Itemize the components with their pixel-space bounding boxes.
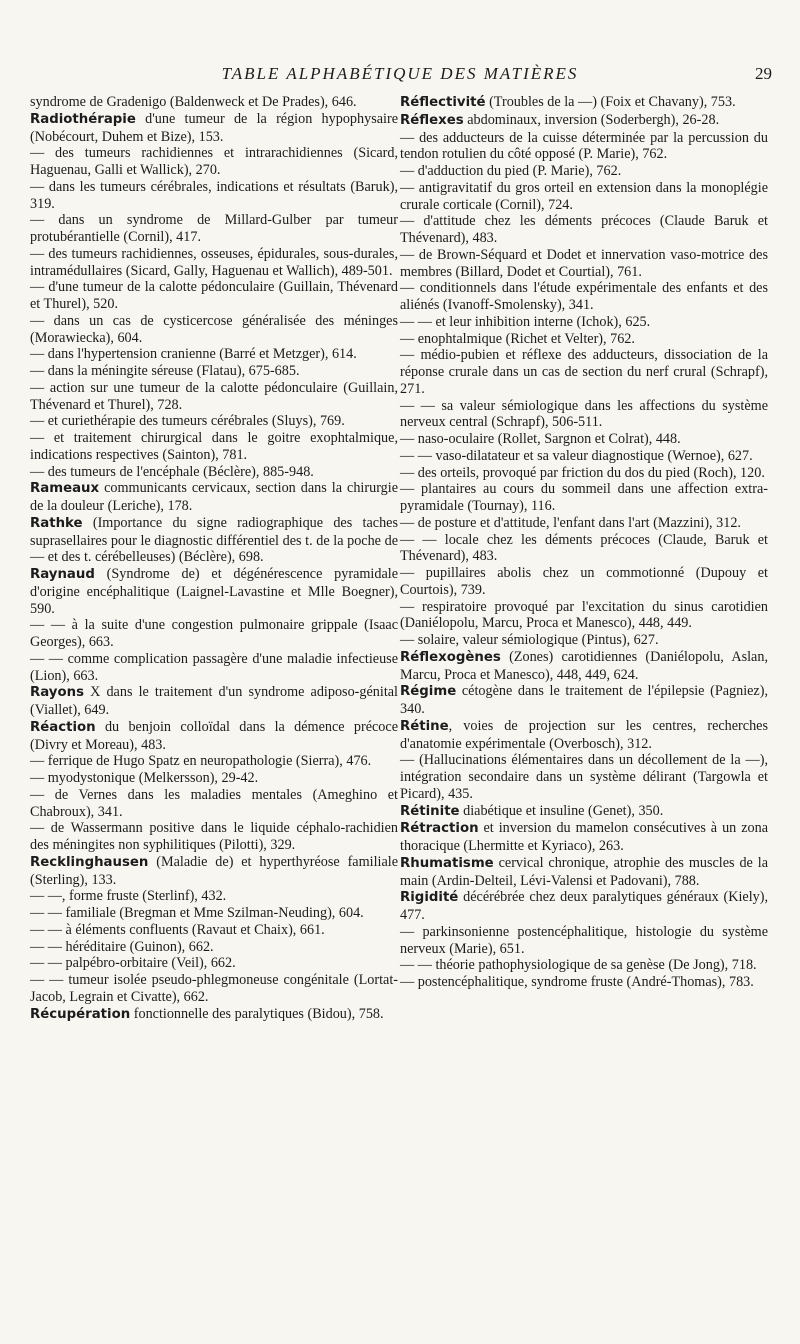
index-entry: — dans la méningite séreuse (Flatau), 675-685. (30, 363, 300, 379)
index-entry: — — à la suite d'une congestion pulmonaire grippale (Isaac Georges), 663. (30, 617, 398, 650)
index-entry: — de Vernes dans les maladies mentales (Ameghino et Chabroux), 341. (30, 786, 398, 820)
entry-headword: Rayons (30, 685, 84, 701)
running-head (0, 64, 800, 88)
index-entry: — — et leur inhibition interne (Ichok), 625. (400, 313, 651, 330)
entry-headword: Rétraction (400, 821, 479, 837)
index-entry: — de Wassermann positive dans le liquide céphalo-rachidien des méningites non syphilitiques (Pilotti), 329. (30, 820, 398, 853)
index-entry: Radiothérapie d'une tumeur de la région hypophysaire (Nobécourt, Duhem et Bize), 153. (30, 110, 398, 145)
page-number: 29 (755, 64, 772, 83)
index-entry: — — tumeur isolée pseudo-phlegmoneuse congénitale (Lortat-Jacob, Legrain et Civatte), 662. (30, 972, 398, 1005)
index-entry: — des orteils, provoqué par friction du dos du pied (Roch), 120. (400, 464, 765, 481)
index-entry: — — sa valeur sémiologique dans les affections du système nerveux central (Schrapf), 506-511. (400, 397, 768, 431)
entry-headword: Rhumatisme (400, 855, 494, 871)
index-entry: Régime cétogène dans le traitement de l'épilepsie (Pagniez), 340. (400, 683, 768, 717)
index-entry: — de posture et d'attitude, l'enfant dans l'art (Mazzini), 312. (400, 514, 741, 531)
index-entry: — dans un syndrome de Millard-Gulber par tumeur protubérantielle (Cornil), 417. (30, 212, 398, 245)
index-entry: — — comme complication passagère d'une maladie infectieuse (Lion), 663. (30, 650, 398, 684)
entry-headword: Raynaud (30, 567, 95, 582)
entry-headword: Rigidité (400, 890, 459, 906)
index-entry: — naso-oculaire (Rollet, Sargnon et Colrat), 448. (400, 431, 681, 447)
index-entry: — et traitement chirurgical dans le goitre exophtalmique, indications respectives (Sainton), 781. (30, 430, 398, 463)
index-entry: — —, forme fruste (Sterlinf), 432. (30, 888, 227, 905)
index-entry: — parkinsonienne postencéphalitique, histologie du système nerveux (Marie), 651. (400, 923, 768, 957)
index-entry: — — à éléments confluents (Ravaut et Chaix), 661. (30, 921, 325, 938)
entry-headword: Réflexes (400, 112, 464, 128)
index-entry: — myodystonique (Melkersson), 29-42. (30, 770, 259, 786)
index-entry: — ferrique de Hugo Spatz en neuropathologie (Sierra), 476. (30, 753, 372, 770)
running-title: TABLE ALPHABÉTIQUE DES MATIÈRES (221, 64, 579, 83)
index-entry: — action sur une tumeur de la calotte pédonculaire (Guillain, Thévenard et Thurel), 728. (30, 379, 398, 413)
index-entry: — médio-pubien et réflexe des adducteurs, dissociation de la réponse crurale dans un cas de section du nerf crural (Schrapf), 271. (400, 347, 768, 397)
index-entry: — dans l'hypertension cranienne (Barré et Metzger), 614. (30, 346, 357, 363)
index-entry: — — théorie pathophysiologique de sa genèse (De Jong), 718. (400, 957, 757, 974)
entry-headword: Réaction (30, 719, 96, 735)
index-entry: — conditionnels dans l'étude expérimentale des enfants et des aliénés (Ivanoff-Smolensky), 341. (400, 280, 768, 313)
index-entry: Réflexogènes (Zones) carotidiennes (Daniélopolu, Aslan, Marcu, Proca et Manesco), 448, 449, 624. (400, 648, 768, 683)
index-entry: — des tumeurs rachidiennes et intrarachidiennes (Sicard, Haguenau, Galli et Wallick), 270. (30, 145, 398, 178)
index-entry: — — familiale (Bregman et Mme Szilman-Neuding), 604. (30, 905, 364, 921)
index-entry: Réaction du benjoin colloïdal dans la démence précoce (Divry et Moreau), 483. (30, 718, 398, 753)
entry-headword: Réflexogènes (400, 649, 501, 665)
right-column (400, 94, 768, 991)
index-entry: — d'une tumeur de la calotte pédonculaire (Guillain, Thévenard et Thurel), 520. (30, 279, 398, 312)
index-entry: — — héréditaire (Guinon), 662. (30, 938, 214, 955)
index-entry: Réflectivité (Troubles de la —) (Foix et Chavany), 753. (400, 94, 736, 110)
index-entry: — (Hallucinations élémentaires dans un décollement de la —), intégration secondaire dans un système délirant (Targowla et Picard), 435. (400, 752, 768, 802)
index-entry: — antigravitatif du gros orteil en extension dans la monoplégie crurale corticale (Cornil), 724. (400, 179, 768, 213)
index-entry: Rigidité décérébrée chez deux paralytiques généraux (Kiely), 477. (400, 889, 768, 923)
index-entry: Réflexes abdominaux, inversion (Soderbergh), 26-28. (400, 111, 720, 128)
index-entry: — respiratoire provoqué par l'excitation du sinus carotidien (Daniélopolu, Marcu, Proca et Manesco), 448, 449. (400, 598, 768, 632)
index-entry: Rétine, voies de projection sur les centres, recherches d'anatomie expérimentale (Overbosch), 312. (400, 717, 768, 752)
index-entry: — — locale chez les déments précoces (Claude, Baruk et Thévenard), 483. (400, 531, 768, 565)
index-entry: — pupillaires abolis chez un commotionné (Dupouy et Courtois), 739. (400, 565, 768, 598)
index-entry: — et curiethérapie des tumeurs cérébrales (Sluys), 769. (30, 413, 345, 430)
index-entry: Rameaux communicants cervicaux, section dans la chirurgie de la douleur (Leriche), 178. (30, 480, 398, 514)
index-entry: — plantaires au cours du sommeil dans une affection extra-pyramidale (Tournay), 116. (400, 481, 768, 514)
index-entry: — postencéphalitique, syndrome fruste (André-Thomas), 783. (400, 974, 754, 990)
entry-headword: Rameaux (30, 481, 100, 497)
index-entry: syndrome de Gradenigo (Baldenweck et De Prades), 646. (30, 94, 357, 110)
index-entry: — solaire, valeur sémiologique (Pintus), 627. (400, 632, 659, 648)
entry-headword: Rétine (400, 718, 449, 734)
index-entry: — enophtalmique (Richet et Velter), 762. (400, 330, 635, 347)
index-entry: — d'adduction du pied (P. Marie), 762. (400, 163, 622, 179)
index-entry: — — vaso-dilatateur et sa valeur diagnostique (Wernoe), 627. (400, 447, 753, 464)
index-entry: — des tumeurs rachidiennes, osseuses, épidurales, sous-durales, intramédullaires (Sicard, Gally, Haguenau et Wallich), 489-501. (30, 245, 398, 279)
entry-headword: Réflectivité (400, 95, 486, 110)
entry-headword: Recklinghausen (30, 854, 149, 870)
entry-headword: Radiothérapie (30, 111, 136, 127)
index-entry: Récupération fonctionnelle des paralytiques (Bidou), 758. (30, 1005, 384, 1022)
index-entry: Rhumatisme cervical chronique, atrophie des muscles de la main (Ardin-Delteil, Lévi-Valensi et Padovani), 788. (400, 854, 768, 889)
left-column (30, 94, 398, 1023)
index-entry: — — palpébro-orbitaire (Veil), 662. (30, 955, 236, 972)
entry-headword: Récupération (30, 1006, 131, 1022)
index-entry: — dans les tumeurs cérébrales, indications et résultats (Baruk), 319. (30, 178, 398, 212)
index-entry: — dans un cas de cysticercose généralisée des méninges (Morawiecka), 604. (30, 312, 398, 346)
index-entry: Rétraction et inversion du mamelon consécutives à un zona thoracique (Lhermitte et Kyriaco), 263. (400, 820, 768, 854)
index-entry: Rayons X dans le traitement d'un syndrome adiposo-génital (Viallet), 649. (30, 684, 398, 718)
entry-headword: Régime (400, 684, 457, 700)
index-entry: — des tumeurs de l'encéphale (Béclère), 885-948. (30, 463, 314, 480)
index-entry: — de Brown-Séquard et Dodet et innervation vaso-motrice des membres (Billard, Dodet et Courtial), 761. (400, 246, 768, 280)
index-entry: Recklinghausen (Maladie de) et hyperthyréose familiale (Sterling), 133. (30, 853, 398, 888)
index-entry: — d'attitude chez les déments précoces (Claude Baruk et Thévenard), 483. (400, 213, 768, 246)
index-entry: Raynaud (Syndrome de) et dégénérescence pyramidale d'origine encéphalitique (Laignel-Lavastine et Mlle Boegner), 590. (30, 566, 398, 617)
entry-headword: Rathke (30, 515, 83, 531)
index-entry: Rétinite diabétique et insuline (Genet), 350. (400, 802, 664, 819)
entry-headword: Rétinite (400, 803, 460, 819)
index-entry: Rathke (Importance du signe radiographique des taches suprasellaires pour le diagnostic différentiel des t. de la poche de — et des t. cérébelleuses) (Béclère), 698. (30, 514, 398, 566)
index-entry: — des adducteurs de la cuisse déterminée par la percussion du tendon rotulien du côté opposé (P. Marie), 762. (400, 129, 768, 163)
